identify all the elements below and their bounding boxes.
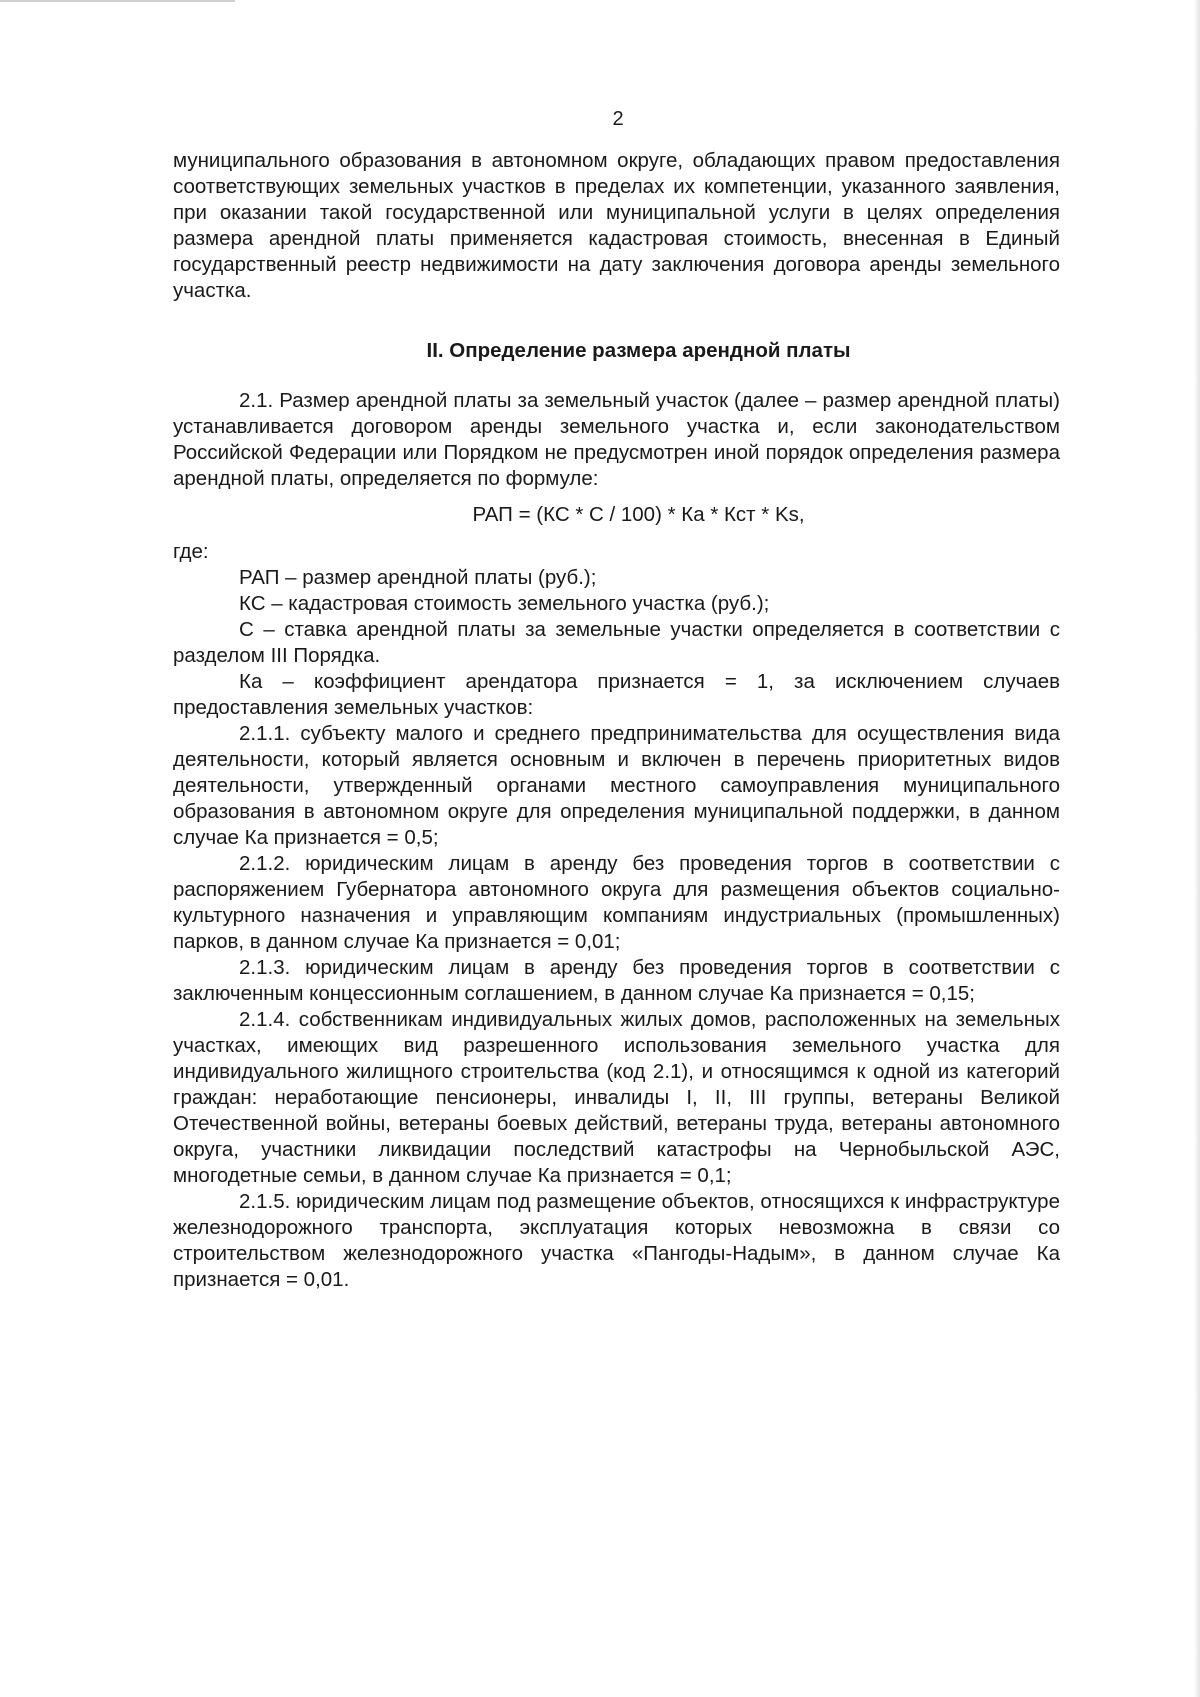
definition-ks: КС – кадастровая стоимость земельного участка (руб.); bbox=[239, 592, 770, 615]
where-label: где: bbox=[173, 540, 209, 563]
paragraph-2-1-1: 2.1.1. субъекту малого и среднего предпринимательства для осуществления вида деятельности, который является основным и включен в перечень приоритетных видов деятельности, утвержденный органами местного самоуправления муниципального образования в автономном округе для определения муниципальной поддержки, в данном случае Ка признается = 0,5; bbox=[173, 722, 1060, 849]
document-body bbox=[173, 148, 1060, 1293]
definition-ka: Ка – коэффициент арендатора признается = 1, за исключением случаев предоставления земельных участков: bbox=[173, 670, 1060, 719]
paragraph-2-1: 2.1. Размер арендной платы за земельный участок (далее – размер арендной платы) устанавливается договором аренды земельного участка и, если законодательством Российской Федерации или Порядком не предусмотрен иной порядок определения размера арендной платы, определяется по формуле: bbox=[173, 389, 1060, 490]
scan-edge-top bbox=[0, 0, 235, 2]
section-heading: II. Определение размера арендной платы bbox=[426, 339, 851, 362]
intro-paragraph: муниципального образования в автономном округе, обладающих правом предоставления соответствующих земельных участков в пределах их компетенции, указанного заявления, при оказании такой государственной или муниципальной услуги в целях определения размера арендной платы применяется кадастровая стоимость, внесенная в Единый государственный реестр недвижимости на дату заключения договора аренды земельного участка. bbox=[173, 149, 1060, 302]
rent-formula: РАП = (КС * С / 100) * Ка * Кст * Ks, bbox=[472, 503, 805, 526]
page-number: 2 bbox=[612, 108, 624, 130]
paragraph-2-1-2: 2.1.2. юридическим лицам в аренду без проведения торгов в соответствии с распоряжением Губернатора автономного округа для размещения объектов социально-культурного назначения и управляющим компаниям индустриальных (промышленных) парков, в данном случае Ка признается = 0,01; bbox=[173, 852, 1060, 953]
paragraph-2-1-5: 2.1.5. юридическим лицам под размещение объектов, относящихся к инфраструктуре железнодорожного транспорта, эксплуатация которых невозможна в связи со строительством железнодорожного участка «Пангоды-Надым», в данном случае Ка признается = 0,01. bbox=[173, 1190, 1060, 1291]
paragraph-2-1-4: 2.1.4. собственникам индивидуальных жилых домов, расположенных на земельных участках, имеющих вид разрешенного использования земельного участка для индивидуального жилищного строительства (код 2.1), и относящимся к одной из категорий граждан: неработающие пенсионеры, инвалиды I, II, III группы, ветераны Великой Отечественной войны, ветераны боевых действий, ветераны труда, ветераны автономного округа, участники ликвидации последствий катастрофы на Чернобыльской АЭС, многодетные семьи, в данном случае Ка признается = 0,1; bbox=[173, 1008, 1060, 1187]
definition-rap: РАП – размер арендной платы (руб.); bbox=[239, 566, 597, 589]
definition-c: С – ставка арендной платы за земельные участки определяется в соответствии с разделом III Порядка. bbox=[173, 618, 1060, 667]
scan-edge-right bbox=[1194, 0, 1200, 1697]
paragraph-2-1-3: 2.1.3. юридическим лицам в аренду без проведения торгов в соответствии с заключенным концессионным соглашением, в данном случае Ка признается = 0,15; bbox=[173, 956, 1060, 1005]
